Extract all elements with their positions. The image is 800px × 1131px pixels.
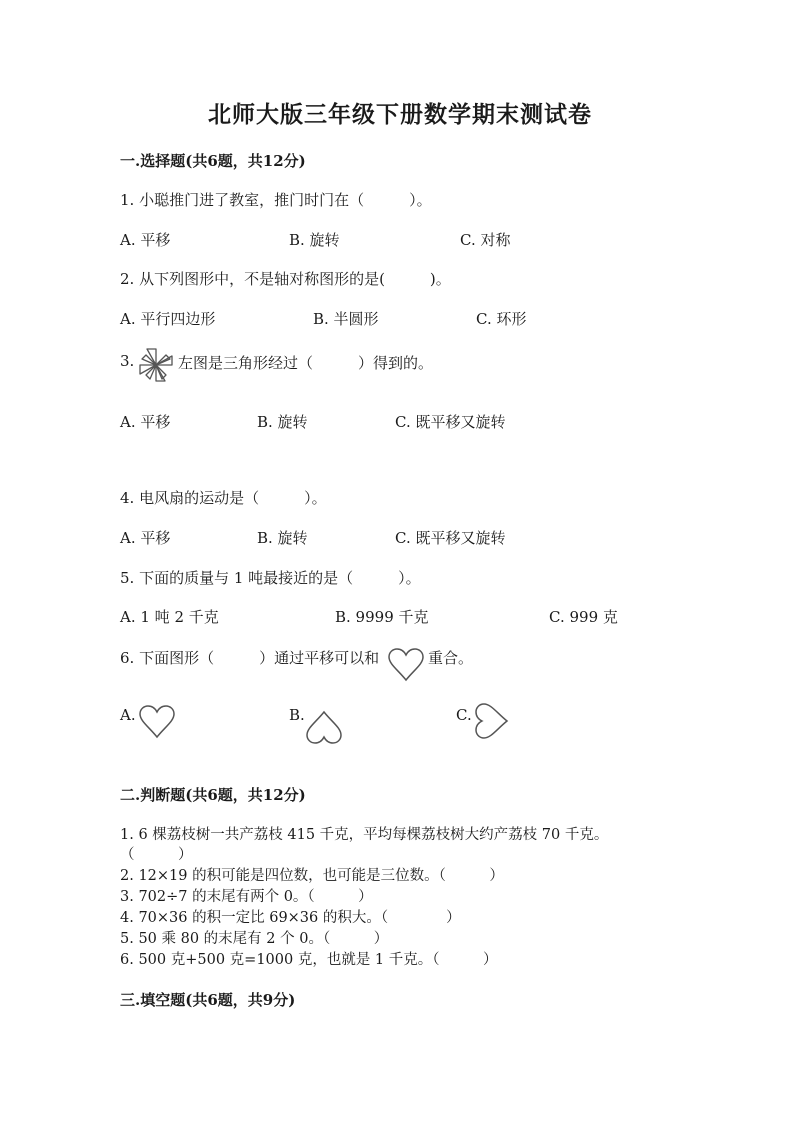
q3-option-c[interactable]: C. 既平移又旋转 (395, 413, 506, 431)
q4-option-b[interactable]: B. 旋转 (257, 529, 308, 547)
judgement-question-6: 6. 500 克+500 克=1000 克，也就是 1 千克。（ ） (120, 952, 498, 968)
heart-reference-figure (386, 648, 426, 682)
heart-option-a[interactable] (137, 705, 177, 739)
q4-option-a[interactable]: A. 平移 (120, 529, 171, 547)
heart-option-c-rotated[interactable] (472, 703, 512, 743)
q4-option-c[interactable]: C. 既平移又旋转 (395, 529, 506, 547)
choice-question-2: 2. 从下列图形中，不是轴对称图形的是( )。 (120, 270, 451, 288)
q2-option-b[interactable]: B. 半圆形 (313, 310, 379, 328)
q1-option-c[interactable]: C. 对称 (460, 231, 511, 249)
q3-option-b[interactable]: B. 旋转 (257, 413, 308, 431)
judgement-question-1: 1. 6 棵荔枝树一共产荔枝 415 千克，平均每棵荔枝树大约产荔枝 70 千克。 (120, 827, 609, 843)
judgement-question-5: 5. 50 乘 80 的末尾有 2 个 0。（ ） (120, 931, 389, 947)
q6-option-c[interactable]: C. (456, 706, 472, 724)
judgement-question-2: 2. 12×19 的积可能是四位数，也可能是三位数。（ ） (120, 868, 504, 884)
choice-question-4: 4. 电风扇的运动是（ ）。 (120, 489, 327, 507)
section-heading-fill-blank: 三.填空题(共6题，共9分) (120, 991, 296, 1009)
exam-title: 北师大版三年级下册数学期末测试卷 (208, 101, 592, 128)
q6-option-a[interactable]: A. (120, 706, 136, 724)
q3-option-a[interactable]: A. 平移 (120, 413, 171, 431)
judgement-question-1-answer[interactable]: （ ） (120, 847, 193, 863)
choice-question-6-end: 重合。 (428, 649, 474, 667)
q5-option-a[interactable]: A. 1 吨 2 千克 (120, 608, 219, 626)
q1-option-b[interactable]: B. 旋转 (289, 231, 340, 249)
q5-option-c[interactable]: C. 999 克 (549, 608, 618, 626)
q5-option-b[interactable]: B. 9999 千克 (335, 608, 429, 626)
choice-question-3-number: 3. (120, 352, 135, 370)
q2-option-c[interactable]: C. 环形 (476, 310, 527, 328)
heart-option-b-rotated[interactable] (304, 710, 344, 744)
choice-question-1: 1. 小聪推门进了教室，推门时门在（ ）。 (120, 191, 432, 209)
pinwheel-figure (138, 346, 174, 384)
choice-question-3: 左图是三角形经过（ ）得到的。 (178, 354, 434, 372)
judgement-question-3: 3. 702÷7 的末尾有两个 0。（ ） (120, 889, 373, 905)
choice-question-5: 5. 下面的质量与 1 吨最接近的是（ ）。 (120, 569, 421, 587)
q6-option-b[interactable]: B. (289, 706, 305, 724)
judgement-question-4: 4. 70×36 的积一定比 69×36 的积大。（ ） (120, 910, 461, 926)
q2-option-a[interactable]: A. 平行四边形 (120, 310, 216, 328)
q1-option-a[interactable]: A. 平移 (120, 231, 171, 249)
section-heading-choice: 一.选择题(共6题，共12分) (120, 152, 306, 170)
choice-question-6: 6. 下面图形（ ）通过平移可以和 (120, 649, 380, 667)
section-heading-judgement: 二.判断题(共6题，共12分) (120, 786, 306, 804)
